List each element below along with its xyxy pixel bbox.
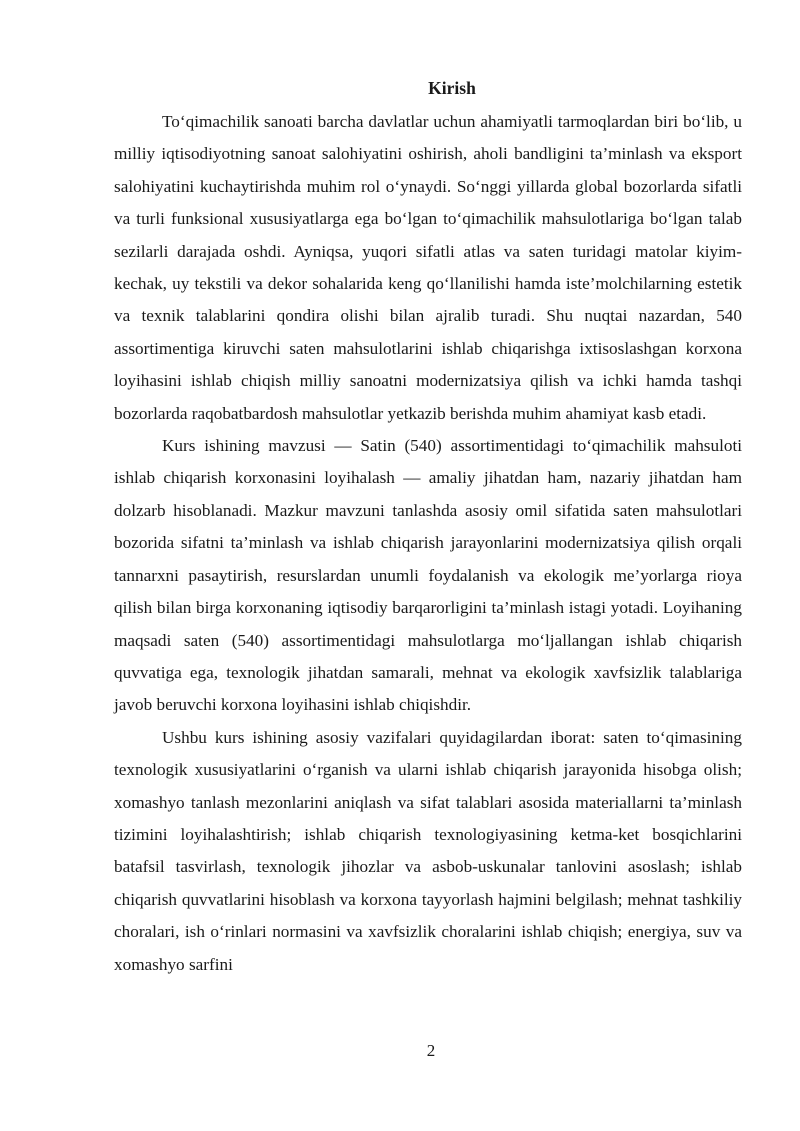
paragraph-topic: Kurs ishining mavzusi — Satin (540) assortimentidagi to‘qimachilik mahsuloti ishlab chiqarish korxonasini loyihalash — amaliy jihatdan ham, nazariy jihatdan ham dolzarb hisoblanadi. Mazkur mavzuni tanlashda asosiy omil sifatida saten mahsulotlari bozorida sifatni ta’minlash va ishlab chiqarish jarayonlarini modernizatsiya qilish orqali tannarxni pasaytirish, resurslardan unumli foydalanish va ekologik me’yorlarga rioya qilish bilan birga korxonaning iqtisodiy barqarorligini ta’minlash istagi yotadi. Loyihaning maqsadi saten (540) assortimentidagi mahsulotlarga mo‘ljallangan ishlab chiqarish quvvatiga ega, texnologik jihatdan samarali, mehnat va ekologik xavfsizlik talablariga javob beruvchi korxona loyihasini ishlab chiqishdir. [114, 436, 742, 715]
document-page [114, 74, 742, 981]
section-title: Kirish [428, 78, 476, 98]
page-number: 2 [426, 1041, 436, 1060]
paragraph-intro: To‘qimachilik sanoati barcha davlatlar uchun ahamiyatli tarmoqlardan biri bo‘lib, u milliy iqtisodiyotning sanoat salohiyatini oshirish, aholi bandligini ta’minlash va eksport salohiyatini kuchaytirishda muhim rol o‘ynaydi. So‘nggi yillarda global bozorlarda sifatli va turli funksional xususiyatlarga ega bo‘lgan to‘qimachilik mahsulotlariga bo‘lgan talab sezilarli darajada oshdi. Ayniqsa, yuqori sifatli atlas va saten turidagi matolar kiyim-kechak, uy tekstili va dekor sohalarida keng qo‘llanilishi hamda iste’molchilarning estetik va texnik talablarini qondira olishi bilan ajralib turadi. Shu nuqtai nazardan, 540 assortimentiga kiruvchi saten mahsulotlarini ishlab chiqarishga ixtisoslashgan korxona loyihasini ishlab chiqish milliy sanoatni modernizatsiya qilish va ichki hamda tashqi bozorlarda raqobatbardosh mahsulotlar yetkazib berishda muhim ahamiyat kasb etadi. [114, 112, 742, 423]
paragraph-tasks: Ushbu kurs ishining asosiy vazifalari quyidagilardan iborat: saten to‘qimasining texnologik xususiyatlarini o‘rganish va ularni ishlab chiqarish jarayonida hisobga olish; xomashyo tanlash mezonlarini aniqlash va sifat talablari asosida materiallarni ta’minlash tizimini loyihalashtirish; ishlab chiqarish texnologiyasining ketma-ket bosqichlarini batafsil tasvirlash, texnologik jihozlar va asbob-uskunalar tanlovini asoslash; ishlab chiqarish quvvatlarini hisoblash va korxona tayyorlash hajmini belgilash; mehnat tashkiliy choralari, ish o‘rinlari normasini va xavfsizlik choralarini ishlab chiqish; energiya, suv va xomashyo sarfini [114, 727, 742, 974]
